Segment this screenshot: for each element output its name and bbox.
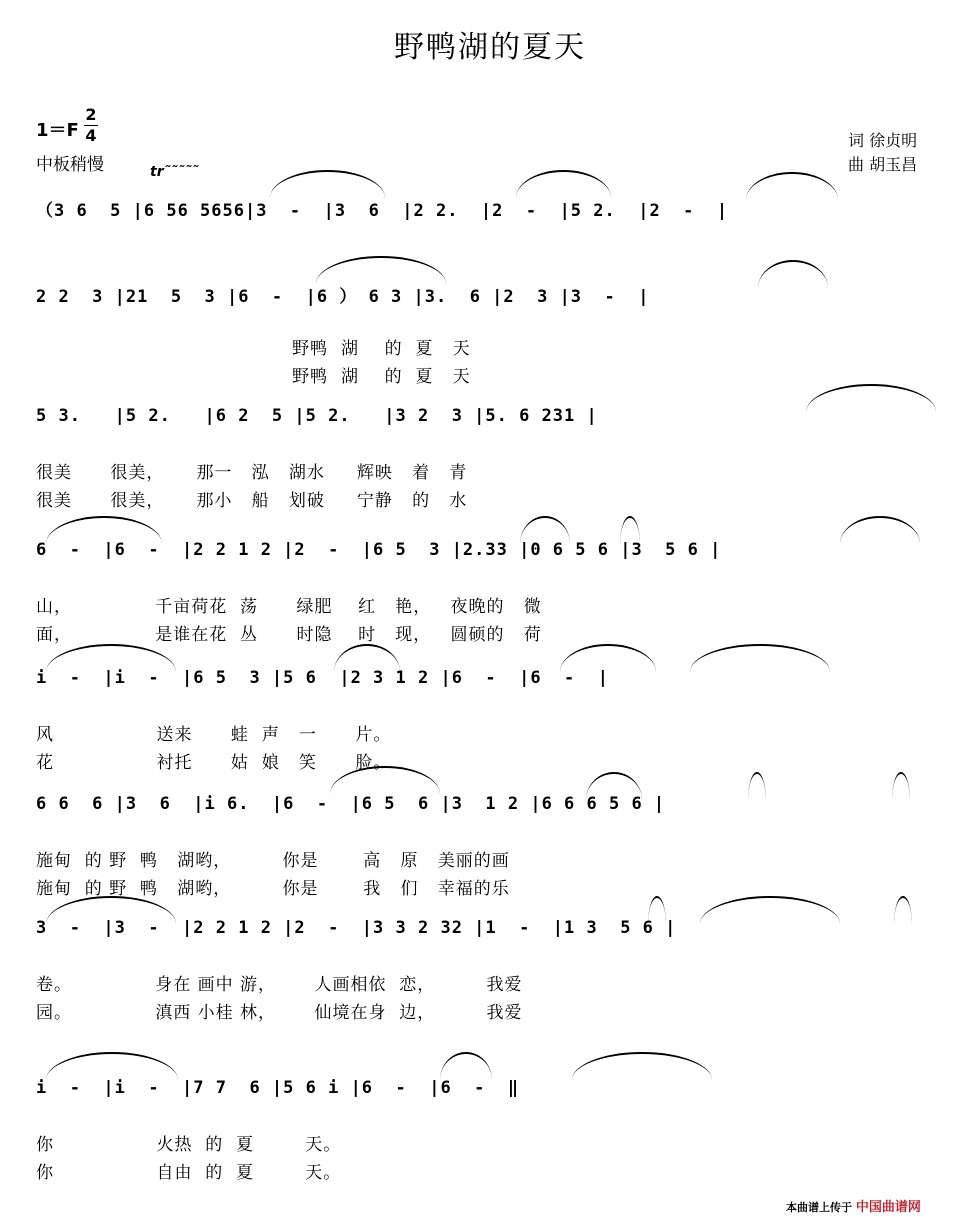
slur-mark xyxy=(690,644,830,672)
slur-mark xyxy=(316,256,446,284)
slur-mark xyxy=(758,260,828,288)
slur-mark xyxy=(46,896,176,924)
slur-mark xyxy=(46,1052,178,1080)
notation-line: 3 - |3 - |2 2 1 2 |2 - |3 3 2 32 |1 - |1 3 5 6 | xyxy=(36,918,677,938)
slur-mark xyxy=(894,896,912,924)
slur-mark xyxy=(748,772,766,800)
time-bottom: 4 xyxy=(85,126,97,145)
footer xyxy=(786,1196,921,1215)
footer-prefix: 本曲谱上传于 xyxy=(786,1201,852,1214)
slur-mark xyxy=(620,516,640,544)
lyric-line: 你 自由 的 夏 天。 xyxy=(36,1163,342,1183)
slur-mark xyxy=(586,772,642,800)
slur-mark xyxy=(746,172,838,200)
lyric-line: 施甸 的 野 鸭 湖哟， 你是 高 原 美丽的画 xyxy=(36,851,510,871)
slur-mark xyxy=(806,384,936,412)
slur-mark xyxy=(572,1052,712,1080)
lyric-line: 很美 很美， 那小 船 划破 宁静 的 水 xyxy=(36,491,468,511)
composer: 曲 胡玉昌 xyxy=(848,155,918,174)
slur-mark xyxy=(892,772,910,800)
tempo-marking: 中板稍慢 xyxy=(36,155,104,175)
slur-mark xyxy=(520,516,570,544)
lyric-line: 面， 是谁在花 丛 时隐 时 现， 圆硕的 荷 xyxy=(36,625,542,645)
lyric-line: 野鸭 湖 的 夏 天 xyxy=(36,367,471,387)
notation-line: i - |i - |7 7 6 |5 6 i |6 - |6 - ‖ xyxy=(36,1078,520,1098)
lyricist: 词 徐贞明 xyxy=(848,131,918,150)
lyric-line: 花 衬托 姑 娘 笑 脸。 xyxy=(36,753,392,773)
lyric-line: 卷。 身在 画中 游， 人画相依 恋， 我爱 xyxy=(36,975,523,995)
notation-line: 5 3. |5 2. |6 2 5 |5 2. |3 2 3 |5. 6 231 | xyxy=(36,406,598,426)
trill-mark: tr˜˜˜˜˜ xyxy=(150,164,199,180)
notation-line: 6 6 6 |3 6 |i 6. |6 - |6 5 6 |3 1 2 |6 6 6 5 6 | xyxy=(36,794,666,814)
slur-mark xyxy=(46,516,162,544)
slur-mark xyxy=(334,644,400,672)
slur-mark xyxy=(560,644,656,672)
slur-mark xyxy=(270,170,385,198)
slur-mark xyxy=(648,896,666,924)
notation-line: 2 2 3 |21 5 3 |6 - |6 ） 6 3 |3. 6 |2 3 |3 - | xyxy=(36,287,650,307)
lyric-line: 野鸭 湖 的 夏 天 xyxy=(36,339,471,359)
slur-mark xyxy=(516,170,611,198)
lyric-line: 很美 很美， 那一 泓 湖水 辉映 着 青 xyxy=(36,463,468,483)
notation-line: （3 6 5 |6 56 5656|3 - |3 6 |2 2. |2 - |5 2. |2 - | xyxy=(36,201,729,221)
time-signature xyxy=(84,106,98,145)
key-signature: 1＝F xyxy=(36,120,79,141)
lyric-line: 你 火热 的 夏 天。 xyxy=(36,1135,342,1155)
slur-mark xyxy=(440,1052,492,1080)
slur-mark xyxy=(840,516,920,544)
slur-mark xyxy=(46,644,176,672)
time-top: 2 xyxy=(85,105,97,124)
lyric-line: 施甸 的 野 鸭 湖哟， 你是 我 们 幸福的乐 xyxy=(36,879,510,899)
page-title: 野鸭湖的夏天 xyxy=(394,30,586,65)
slur-mark xyxy=(700,896,840,924)
lyric-line: 风 送来 蛙 声 一 片。 xyxy=(36,725,392,745)
lyric-line: 园。 滇西 小桂 林， 仙境在身 边， 我爱 xyxy=(36,1003,523,1023)
brand-logo: 中国曲谱网 xyxy=(855,1200,921,1215)
notation-line: 6 - |6 - |2 2 1 2 |2 - |6 5 3 |2.33 |0 6 5 6 |3 5 6 | xyxy=(36,540,722,560)
notation-line: i - |i - |6 5 3 |5 6 |2 3 1 2 |6 - |6 - | xyxy=(36,668,609,688)
lyric-line: 山， 千亩荷花 荡 绿肥 红 艳， 夜晚的 微 xyxy=(36,597,542,617)
